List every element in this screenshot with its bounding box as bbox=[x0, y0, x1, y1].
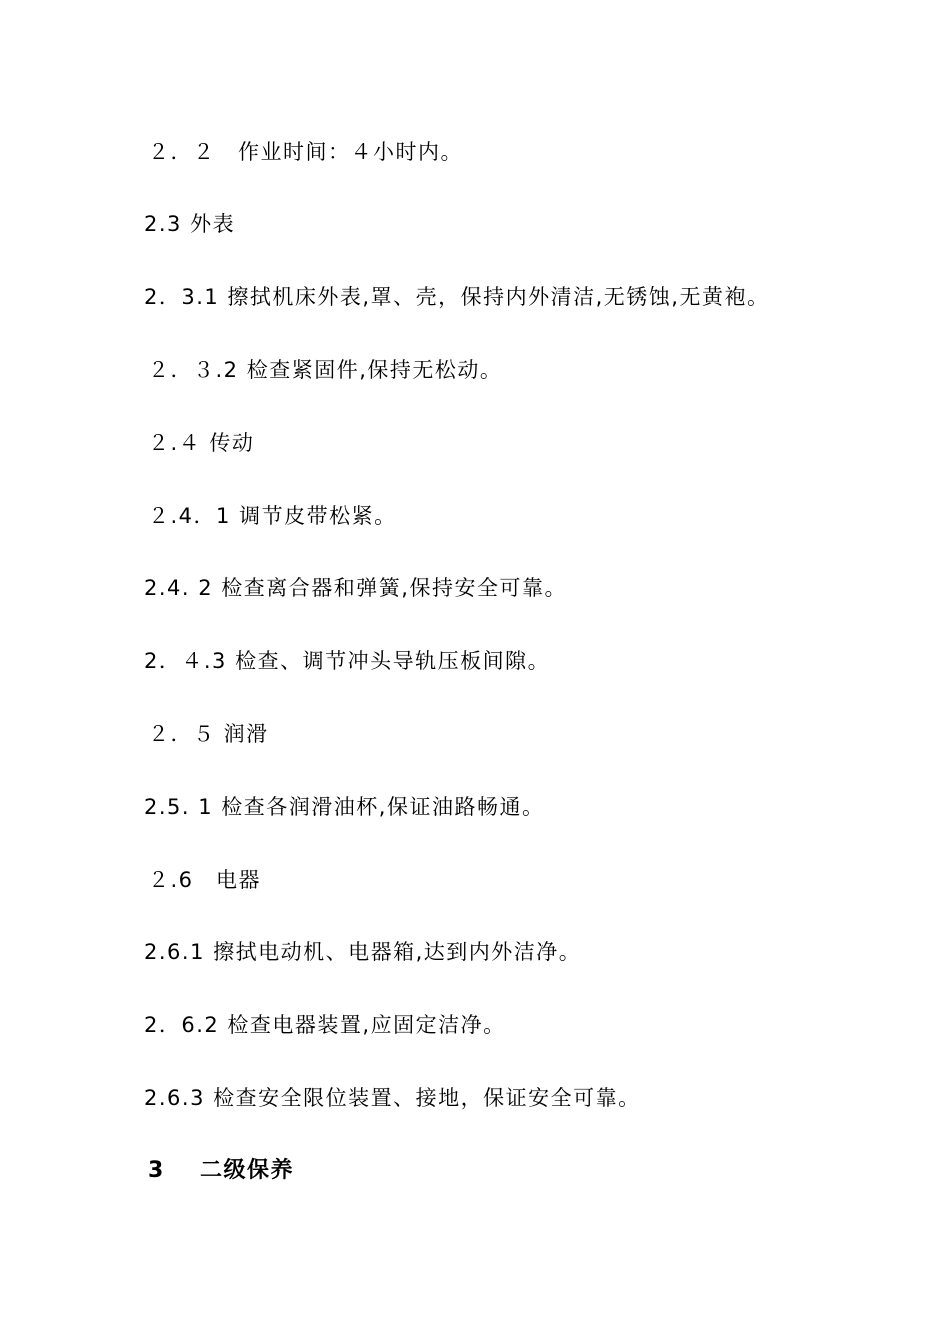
item-2-4-3-guide-clearance: 2．４.3 检查、调节冲头导轨压板间隙。 bbox=[144, 649, 551, 673]
item-2-5-1-oil-cups: 2.5. 1 检查各润滑油杯,保证油路畅通。 bbox=[144, 795, 545, 819]
item-2-4-1-belt-tension: ２.4．1 调节皮带松紧。 bbox=[148, 504, 397, 528]
item-2-4-transmission-heading: ２.４ 传动 bbox=[148, 431, 255, 455]
item-2-6-electrical-heading: ２.6 电器 bbox=[148, 868, 262, 892]
item-2-6-1-wipe-motor: 2.6.1 擦拭电动机、电器箱,达到内外洁净。 bbox=[144, 940, 582, 964]
item-2-3-1-wipe-exterior: 2．3.1 擦拭机床外表,罩、壳，保持内外清洁,无锈蚀,无黄袍。 bbox=[144, 285, 770, 309]
item-2-3-exterior-heading: 2.3 外表 bbox=[144, 212, 236, 236]
section-3-title: 二级保养 bbox=[200, 1158, 295, 1183]
item-2-2-work-time: ２．２ 作业时间：４小时内。 bbox=[148, 140, 463, 164]
item-2-4-2-check-clutch: 2.4. 2 检查离合器和弹簧,保持安全可靠。 bbox=[144, 576, 567, 600]
item-2-6-3-safety-limit: 2.6.3 检查安全限位装置、接地，保证安全可靠。 bbox=[144, 1086, 641, 1110]
item-2-3-2-check-fasteners: ２．３.2 检查紧固件,保持无松动。 bbox=[148, 358, 503, 382]
section-3-number: 3 bbox=[148, 1158, 165, 1183]
item-2-6-2-check-electrical: 2．6.2 检查电器装置,应固定洁净。 bbox=[144, 1013, 506, 1037]
item-2-5-lubrication-heading: ２．５ 润滑 bbox=[148, 722, 269, 746]
